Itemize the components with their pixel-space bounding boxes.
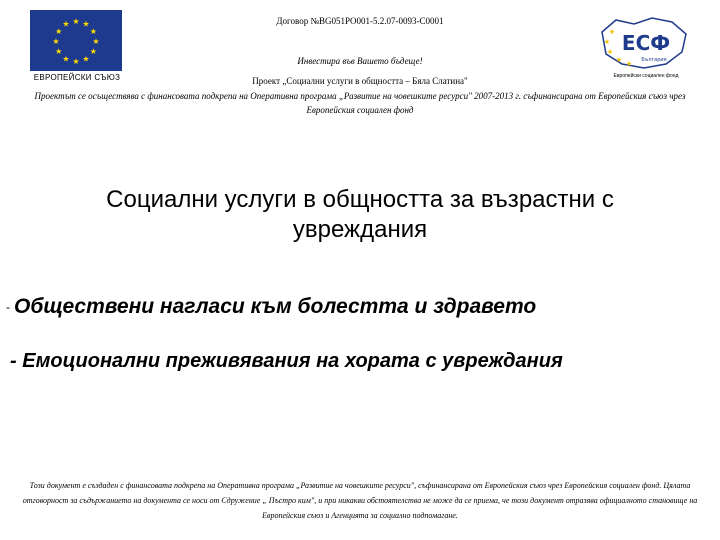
svg-text:★: ★ bbox=[82, 54, 90, 64]
eu-caption: ЕВРОПЕЙСКИ СЪЮЗ bbox=[33, 73, 121, 82]
svg-text:★: ★ bbox=[62, 54, 70, 64]
esf-country-text: България bbox=[641, 57, 667, 63]
svg-text:★: ★ bbox=[625, 60, 633, 68]
funding-note: Проектът се осъществява с финансовата подкрепа на Оперативна програма „Развитие на човешките ресурси" 2007-2013 г. съфинансирана от Европейския съюз чрез Европейския социален фонд bbox=[34, 91, 686, 115]
bullet-item bbox=[6, 295, 536, 319]
page-title: Социални услуги в общността за възрастни с увреждания bbox=[106, 186, 614, 243]
bullet-item bbox=[10, 350, 563, 373]
svg-text:★: ★ bbox=[82, 19, 90, 29]
bullet-marker: - bbox=[6, 300, 10, 315]
svg-text:★: ★ bbox=[62, 19, 70, 29]
svg-text:★: ★ bbox=[92, 37, 100, 46]
footer-disclaimer: Този документ е създаден с финансовата подкрепа на Оперативна програма „Развитие на човешките ресурси", съфинансирана от Европейския съюз чрез Европейския социален фонд. Цялата отговорност за съдържанието на документа се носи от Сдружение „ Пъстро ким", и при никакви обстоятелства не може да се приема, че този документ отразява официалното становище на Европейския съюз и Агенцията за социално подпомагане. bbox=[22, 481, 698, 520]
svg-text:★: ★ bbox=[55, 27, 63, 36]
svg-text:★: ★ bbox=[89, 47, 97, 56]
svg-text:★: ★ bbox=[55, 47, 63, 56]
svg-text:★: ★ bbox=[72, 17, 80, 26]
svg-text:★: ★ bbox=[606, 48, 614, 56]
bullet-marker: - bbox=[10, 350, 17, 372]
svg-text:★: ★ bbox=[72, 57, 80, 66]
svg-text:★: ★ bbox=[52, 37, 60, 46]
svg-text:★: ★ bbox=[603, 38, 611, 46]
svg-text:★: ★ bbox=[615, 56, 623, 64]
esf-caption: Европейски социален фонд bbox=[613, 73, 679, 79]
contract-number: Договор №BG051PO001-5.2.07-0093-C0001 bbox=[276, 16, 444, 26]
bullet-text: Емоционални преживявания на хората с увреждания bbox=[22, 350, 563, 372]
slogan: Инвестира във Вашето бъдеще! bbox=[297, 56, 423, 66]
esf-logo-text: ЕСФ bbox=[621, 31, 671, 55]
svg-text:★: ★ bbox=[89, 27, 97, 36]
eu-stars-icon bbox=[30, 10, 122, 71]
svg-text:★: ★ bbox=[608, 28, 616, 36]
project-title: Проект „Социални услуги в общността – Бяла Слатина" bbox=[252, 76, 468, 86]
eu-flag-logo bbox=[30, 10, 122, 71]
bullet-text: Обществени нагласи към болестта и здравето bbox=[14, 295, 537, 318]
esf-logo bbox=[594, 12, 694, 74]
